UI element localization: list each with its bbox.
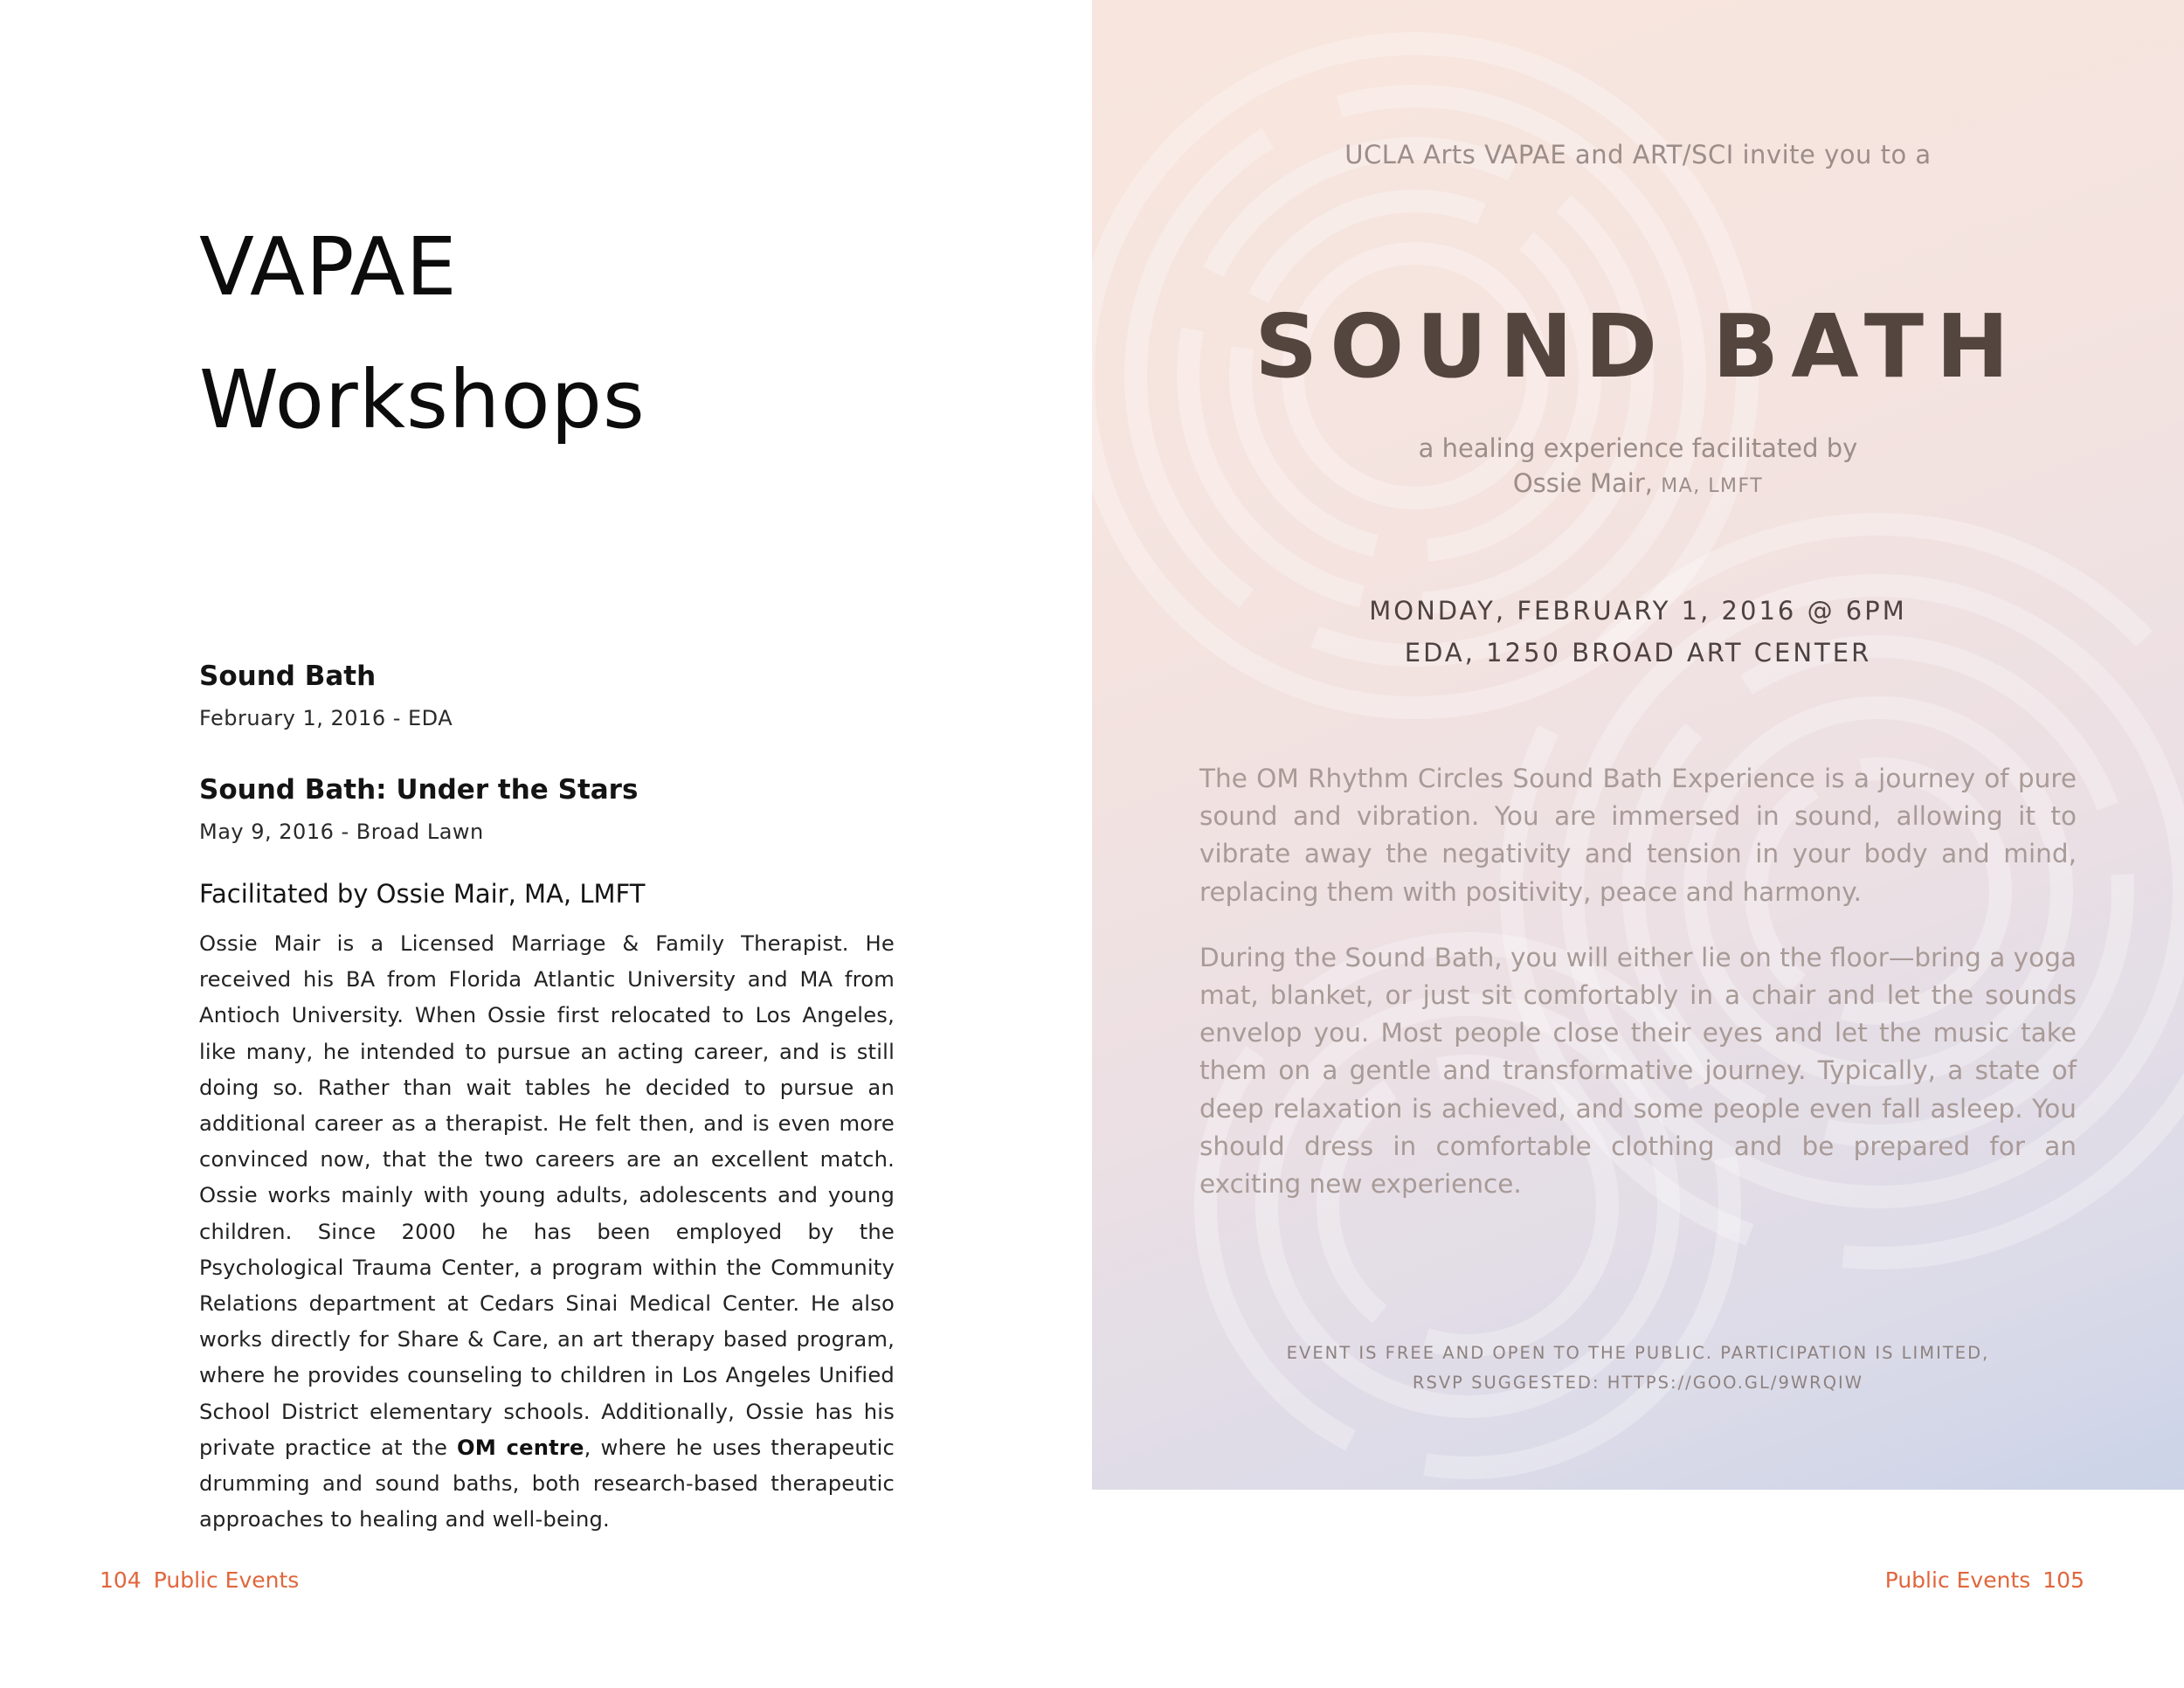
event-details: [1092, 590, 2184, 674]
page-title: [199, 201, 646, 467]
sound-bath-poster: [1092, 0, 2184, 1490]
facilitator-credentials: MA, LMFT: [1661, 475, 1764, 497]
event-title-sound-bath: Sound Bath: [199, 661, 377, 692]
poster-headline: SOUND BATH: [1254, 295, 2022, 398]
section-name-right: Public Events: [1884, 1567, 2031, 1593]
page-number-right: 105: [2042, 1567, 2084, 1593]
footer-right: [1885, 1567, 2084, 1593]
description-paragraph-2: During the Sound Bath, you will either lie on the floor—bring a yoga mat, blanket, or just sit comfortably in a chair and let the sounds envelop you. Most people close their eyes and let the music take them on a gentle and transformative journey. Typically, a state of deep relaxation is achieved, and some people even fall asleep. You should dress in comfortable clothing and be prepared for an exciting new experience.: [1199, 942, 2077, 1200]
facilitator-heading: Facilitated by Ossie Mair, MA, LMFT: [199, 879, 646, 909]
om-centre-link[interactable]: OM centre: [456, 1435, 584, 1460]
event-date-under-the-stars: May 9, 2016 - Broad Lawn: [199, 820, 484, 844]
bio-text-after: , where he uses therapeutic drumming and sound baths, both research-based therapeutic approaches to healing and well-being.: [199, 1435, 895, 1532]
poster-subhead: [1092, 431, 2184, 504]
facilitator-bio: [199, 926, 895, 1538]
subhead-line2: [1092, 466, 2184, 504]
event-date-sound-bath: February 1, 2016 - EDA: [199, 706, 453, 730]
bio-text-before: Ossie Mair is a Licensed Marriage & Family Therapist. He received his BA from Florida Atlantic University and MA from Antioch University. When Ossie first relocated to Los Angeles, like many, he intended to pursue an acting career, and is still doing so. Rather than wait tables he decided to pursue an additional career as a therapist. He felt then, and is even more convinced now, that the two careers are an excellent match. Ossie works mainly with young adults, adolescents and young children. Since 2000 he has been employed by the Psychological Trauma Center, a program within the Community Relations department at Cedars Sinai Medical Center. He also works directly for Share & Care, an art therapy based program, where he provides counseling to children in Los Angeles Unified School District elementary schools. Additionally, Ossie has his private practice at the: [199, 931, 895, 1460]
section-name-left: Public Events: [153, 1567, 300, 1593]
subhead-line1: a healing experience facilitated by: [1418, 433, 1858, 463]
poster-description: [1199, 760, 2077, 1203]
event-venue: EDA, 1250 BROAD ART CENTER: [1404, 638, 1872, 668]
rsvp-notice: [1092, 1339, 2184, 1398]
page-title-line2: Workshops: [199, 353, 646, 446]
footer-left: [100, 1567, 299, 1593]
concentric-rings-pattern: [1092, 0, 2184, 1490]
page-title-line1: VAPAE: [199, 220, 458, 314]
page-number-left: 104: [100, 1567, 142, 1593]
event-title-under-the-stars: Sound Bath: Under the Stars: [199, 774, 639, 806]
invite-line: UCLA Arts VAPAE and ART/SCI invite you to a: [1344, 140, 1932, 169]
description-paragraph-1: The OM Rhythm Circles Sound Bath Experience is a journey of pure sound and vibration. You are immersed in sound, allowing it to vibrate away the negativity and tension in your body and mind, replacing them with positivity, peace and harmony.: [1199, 764, 2077, 907]
facilitator-name: Ossie Mair,: [1512, 468, 1653, 498]
notice-line-2[interactable]: RSVP SUGGESTED: HTTPS://GOO.GL/9WRQIW: [1412, 1373, 1864, 1393]
event-date-time: MONDAY, FEBRUARY 1, 2016 @ 6PM: [1369, 596, 1907, 626]
notice-line-1: EVENT IS FREE AND OPEN TO THE PUBLIC. PARTICIPATION IS LIMITED,: [1286, 1343, 1990, 1363]
